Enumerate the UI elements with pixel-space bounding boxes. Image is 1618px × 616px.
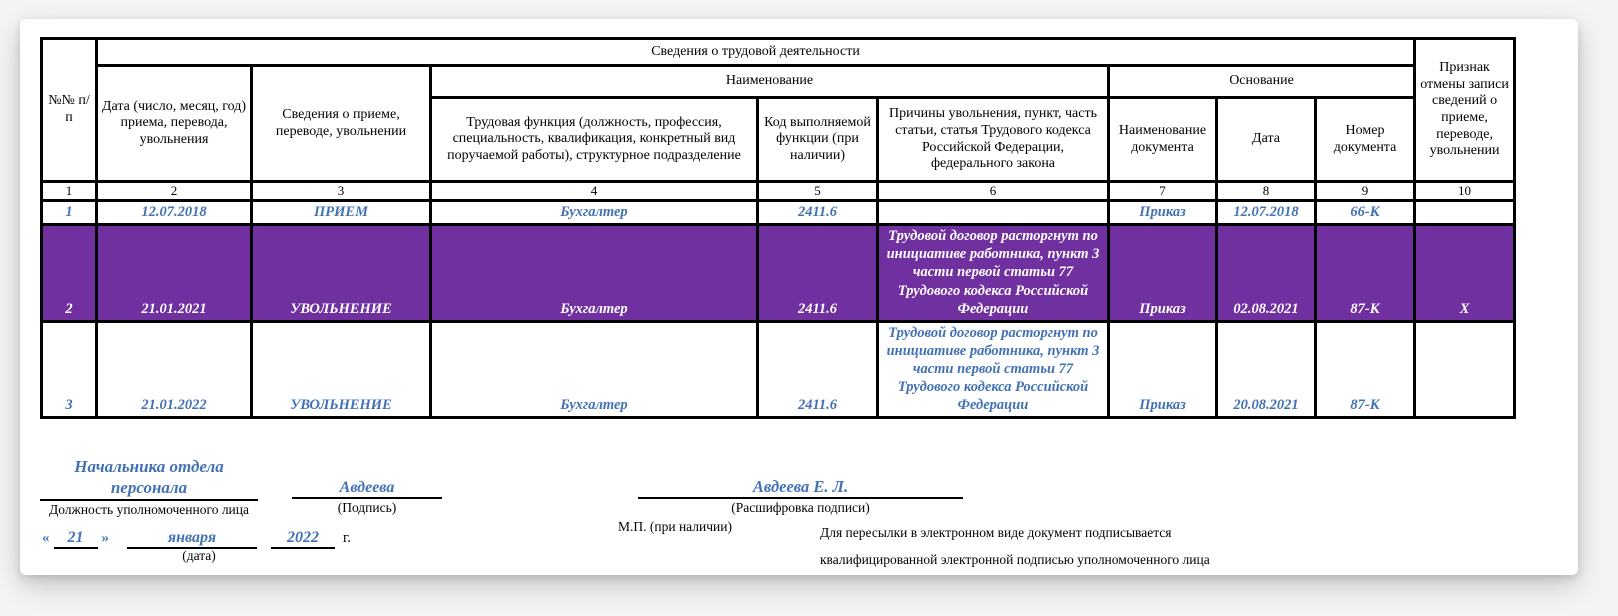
doc-name-cell: Приказ <box>1109 225 1217 322</box>
col-header-dismissal-reason: Причины увольнения, пункт, часть статьи, статья Трудового кодекса Российской Федерации, федерального закона <box>878 98 1109 182</box>
e-signature-note-line1: Для пересылки в электронном виде документ подписывается <box>820 525 1172 540</box>
col-header-doc-number: Номер документа <box>1316 98 1415 182</box>
doc-number-cell: 87-К <box>1316 225 1415 322</box>
function-cell: Бухгалтер <box>431 225 758 322</box>
reason-cell: Трудовой договор расторгнут по инициативе работника, пункт 3 части первой статьи 77 Трудового кодекса Российской Федерации <box>878 321 1109 418</box>
column-number: 9 <box>1316 182 1415 201</box>
signature-footer <box>20 456 1578 575</box>
position-block <box>40 456 258 518</box>
signature-value: Авдеева <box>292 479 442 499</box>
position-value: Начальника отдела персонала <box>40 456 258 501</box>
doc-date-cell: 02.08.2021 <box>1217 225 1316 322</box>
cancel-cell <box>1415 321 1515 418</box>
col-header-function-code: Код выполняемой функции (при наличии) <box>758 98 878 182</box>
doc-date-cell: 20.08.2021 <box>1217 321 1316 418</box>
labor-activity-table <box>40 37 1516 419</box>
column-numbers-row <box>42 182 1515 201</box>
close-quote: » <box>101 530 109 546</box>
column-number: 7 <box>1109 182 1217 201</box>
row-num-cell: 1 <box>42 201 97 225</box>
e-signature-note-line2: квалифицированной электронной подписью уполномоченного лица <box>820 552 1210 567</box>
function-cell: Бухгалтер <box>431 321 758 418</box>
transcript-block <box>638 477 963 516</box>
table-title-band: Сведения о трудовой деятельности <box>97 39 1415 66</box>
cancel-cell: Х <box>1415 225 1515 322</box>
col-header-cancel-flag: Признак отмены записи сведений о приеме, переводе, увольнении <box>1415 39 1515 182</box>
date-cell: 21.01.2022 <box>97 321 252 418</box>
signature-block <box>292 479 442 516</box>
col-header-event: Сведения о приеме, переводе, увольнении <box>252 66 431 182</box>
col-header-row-number: №№ п/п <box>42 39 97 182</box>
event-cell: УВОЛЬНЕНИЕ <box>252 321 431 418</box>
column-number: 6 <box>878 182 1109 201</box>
doc-date-cell: 12.07.2018 <box>1217 201 1316 225</box>
reason-cell: Трудовой договор расторгнут по инициативе работника, пункт 3 части первой статьи 77 Трудового кодекса Российской Федерации <box>878 225 1109 322</box>
code-cell: 2411.6 <box>758 225 878 322</box>
open-quote: « <box>42 530 50 546</box>
table-row-highlighted <box>42 225 1515 322</box>
column-number: 1 <box>42 182 97 201</box>
row-num-cell: 3 <box>42 321 97 418</box>
date-label: (дата) <box>182 548 216 563</box>
column-number: 3 <box>252 182 431 201</box>
cancel-cell <box>1415 201 1515 225</box>
date-year-value: 2022 <box>271 529 335 549</box>
date-day-value: 21 <box>54 529 98 549</box>
doc-name-cell: Приказ <box>1109 201 1217 225</box>
col-header-date: Дата (число, месяц, год) приема, перевода, увольнения <box>97 66 252 182</box>
document-date-row <box>40 529 351 549</box>
event-cell: УВОЛЬНЕНИЕ <box>252 225 431 322</box>
column-number: 2 <box>97 182 252 201</box>
col-header-doc-date: Дата <box>1217 98 1316 182</box>
function-cell: Бухгалтер <box>431 201 758 225</box>
signature-label: (Подпись) <box>337 500 397 515</box>
date-cell: 12.07.2018 <box>97 201 252 225</box>
transcript-value: Авдеева Е. Л. <box>638 477 963 499</box>
date-suffix: г. <box>343 530 351 546</box>
col-header-doc-name: Наименование документа <box>1109 98 1217 182</box>
code-cell: 2411.6 <box>758 201 878 225</box>
document-page <box>20 19 1578 575</box>
date-cell: 21.01.2021 <box>97 225 252 322</box>
transcript-label: (Расшифровка подписи) <box>731 500 870 515</box>
column-number: 4 <box>431 182 758 201</box>
column-number: 5 <box>758 182 878 201</box>
table-row <box>42 201 1515 225</box>
position-label: Должность уполномоченного лица <box>48 501 249 517</box>
doc-name-cell: Приказ <box>1109 321 1217 418</box>
column-number: 8 <box>1217 182 1316 201</box>
band-naimenovanie: Наименование <box>431 66 1109 98</box>
table-row <box>42 321 1515 418</box>
code-cell: 2411.6 <box>758 321 878 418</box>
stamp-label: М.П. (при наличии) <box>618 519 732 534</box>
e-signature-note <box>820 519 1400 573</box>
column-number: 10 <box>1415 182 1515 201</box>
band-osnovanie: Основание <box>1109 66 1415 98</box>
doc-number-cell: 87-К <box>1316 321 1415 418</box>
doc-number-cell: 66-К <box>1316 201 1415 225</box>
event-cell: ПРИЕМ <box>252 201 431 225</box>
reason-cell <box>878 201 1109 225</box>
date-month-value: января <box>127 529 257 549</box>
col-header-function: Трудовая функция (должность, профессия, специальность, квалификация, конкретный вид поручаемой работы), структурное подразделение <box>431 98 758 182</box>
row-num-cell: 2 <box>42 225 97 322</box>
